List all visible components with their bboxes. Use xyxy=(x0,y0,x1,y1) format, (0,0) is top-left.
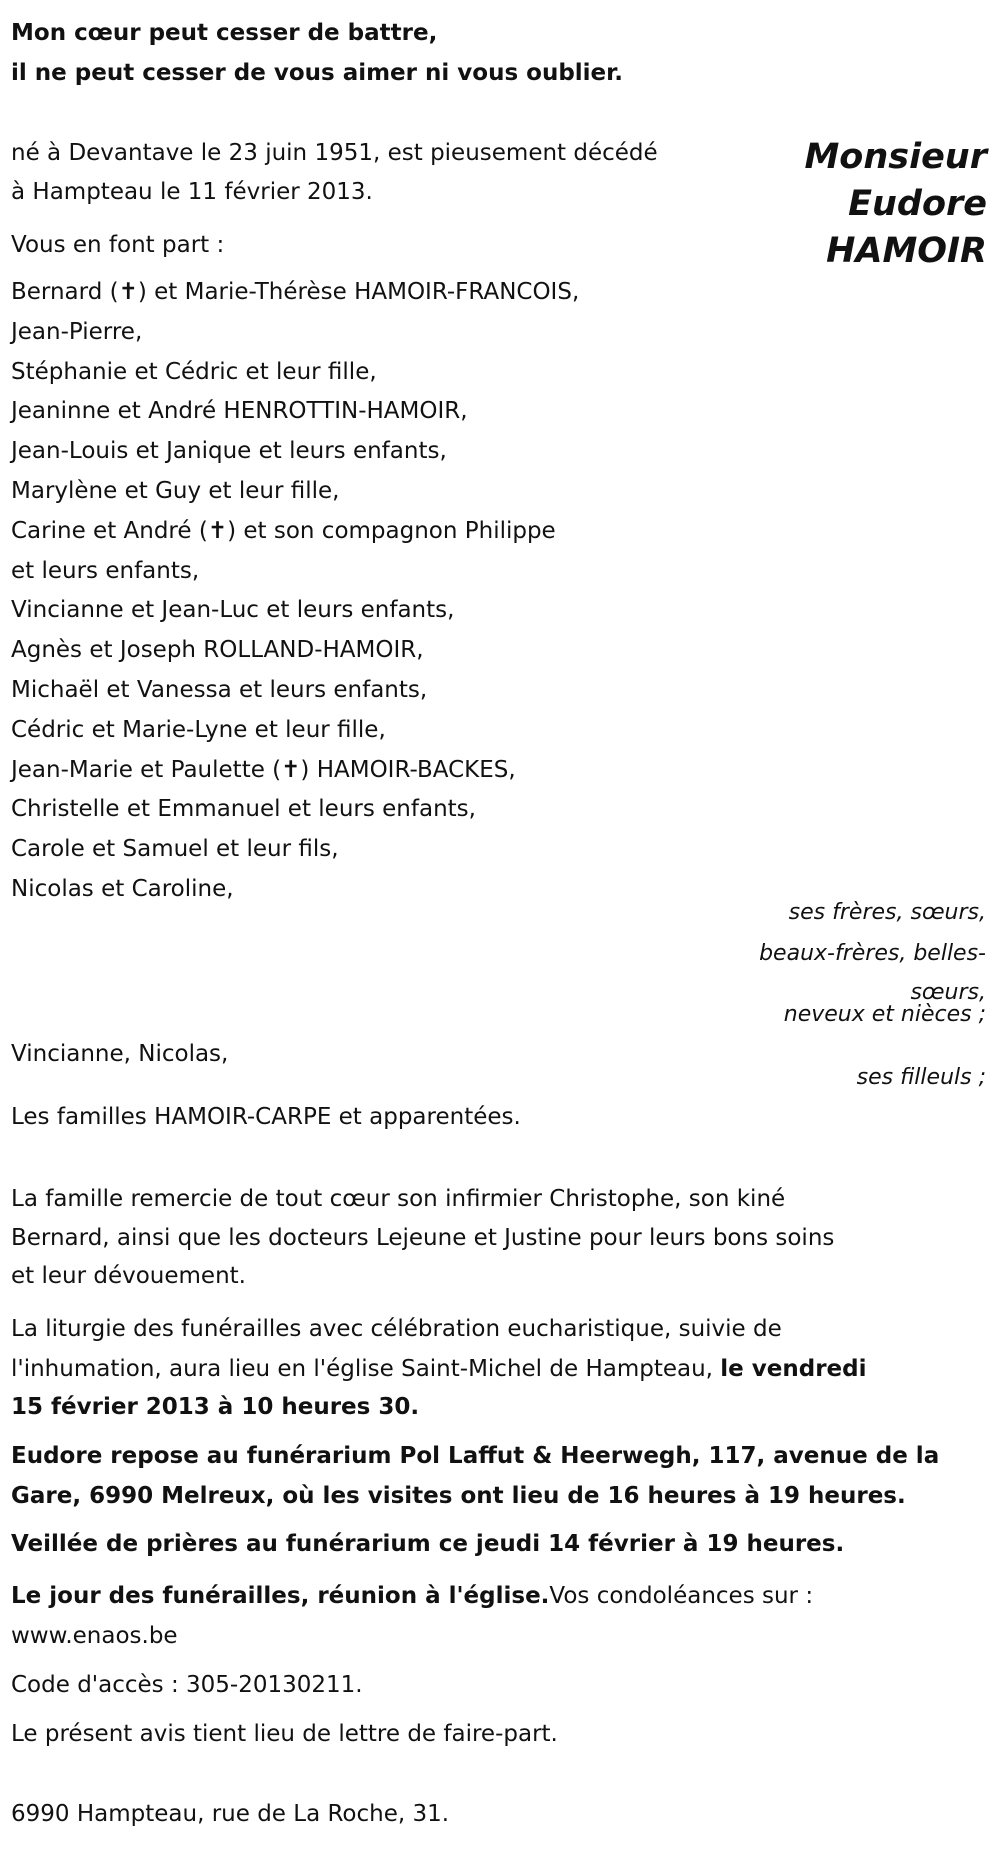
liturgy-line xyxy=(11,1354,867,1384)
thanks-line: et leur dévouement. xyxy=(11,1263,246,1289)
meeting-bold: Le jour des funérailles, réunion à l'église. xyxy=(11,1583,550,1609)
family-member-line: Carole et Samuel et leur fils, xyxy=(11,836,339,863)
meeting-line xyxy=(11,1581,813,1611)
family-member-line: Jean-Pierre, xyxy=(11,318,143,345)
family-member-line: Michaël et Vanessa et leurs enfants, xyxy=(11,677,428,703)
website-link[interactable]: www.enaos.be xyxy=(11,1623,178,1649)
deceased-title: Monsieur xyxy=(804,137,987,177)
birth-death-line: né à Devantave le 23 juin 1951, est pieusement décédé xyxy=(11,140,658,166)
intro-text: Vous en font part : xyxy=(11,232,225,258)
epitaph-line: Mon cœur peut cesser de battre, xyxy=(11,20,438,46)
liturgy-line: La liturgie des funérailles avec célébration eucharistique, suivie de xyxy=(11,1316,782,1342)
condolences-text: Vos condoléances sur : xyxy=(549,1583,814,1609)
notice-text: Le présent avis tient lieu de lettre de faire-part. xyxy=(11,1721,558,1747)
deceased-first-name: Eudore xyxy=(848,184,987,224)
godchildren: Vincianne, Nicolas, xyxy=(11,1041,229,1067)
liturgy-date: 15 février 2013 à 10 heures 30. xyxy=(11,1394,420,1420)
rest-line: Eudore repose au funérarium Pol Laffut & Heerwegh, 117, avenue de la xyxy=(11,1443,940,1469)
thanks-line: La famille remercie de tout cœur son infirmier Christophe, son kiné xyxy=(11,1186,786,1212)
family-member-line: Jean-Marie et Paulette (✝) HAMOIR-BACKES, xyxy=(11,756,516,783)
liturgy-text: l'inhumation, aura lieu en l'église Saint-Michel de Hampteau, xyxy=(11,1356,721,1382)
address: 6990 Hampteau, rue de La Roche, 31. xyxy=(11,1801,450,1827)
family-member-line: et leurs enfants, xyxy=(11,557,200,584)
family-member-line: Marylène et Guy et leur fille, xyxy=(11,478,340,504)
families-text: Les familles HAMOIR-CARPE et apparentées. xyxy=(11,1104,521,1130)
family-member-line: Agnès et Joseph ROLLAND-HAMOIR, xyxy=(11,637,424,664)
family-member-line: Stéphanie et Cédric et leur fille, xyxy=(11,358,377,385)
access-code: Code d'accès : 305-20130211. xyxy=(11,1672,363,1698)
epitaph-line: il ne peut cesser de vous aimer ni vous oublier. xyxy=(11,60,623,86)
family-member-line: Cédric et Marie-Lyne et leur fille, xyxy=(11,716,386,743)
birth-death-line: à Hampteau le 11 février 2013. xyxy=(11,179,373,205)
family-member-line: Nicolas et Caroline, xyxy=(11,876,234,902)
liturgy-date-bold: le vendredi xyxy=(720,1356,867,1382)
family-member-line: Vincianne et Jean-Luc et leurs enfants, xyxy=(11,597,455,624)
rest-line: Gare, 6990 Melreux, où les visites ont lieu de 16 heures à 19 heures. xyxy=(11,1483,906,1509)
family-member-line: Jean-Louis et Janique et leurs enfants, xyxy=(11,438,447,465)
relation-siblings: neveux et nièces ; xyxy=(783,1002,986,1027)
family-member-line: Jeaninne et André HENROTTIN-HAMOIR, xyxy=(11,398,468,425)
thanks-line: Bernard, ainsi que les docteurs Lejeune et Justine pour leurs bons soins xyxy=(11,1225,835,1251)
relation-godchildren: ses filleuls ; xyxy=(856,1065,986,1090)
vigil-line: Veillée de prières au funérarium ce jeudi 14 février à 19 heures. xyxy=(11,1531,845,1557)
family-member-line: Carine et André (✝) et son compagnon Philippe xyxy=(11,517,556,544)
relation-siblings: sœurs, xyxy=(910,980,986,1005)
relation-siblings: beaux-frères, belles- xyxy=(759,941,986,966)
family-member-line: Christelle et Emmanuel et leurs enfants, xyxy=(11,796,476,823)
deceased-last-name: HAMOIR xyxy=(826,231,987,271)
family-member-line: Bernard (✝) et Marie-Thérèse HAMOIR-FRANCOIS, xyxy=(11,279,580,305)
relation-siblings: ses frères, sœurs, xyxy=(788,900,986,925)
